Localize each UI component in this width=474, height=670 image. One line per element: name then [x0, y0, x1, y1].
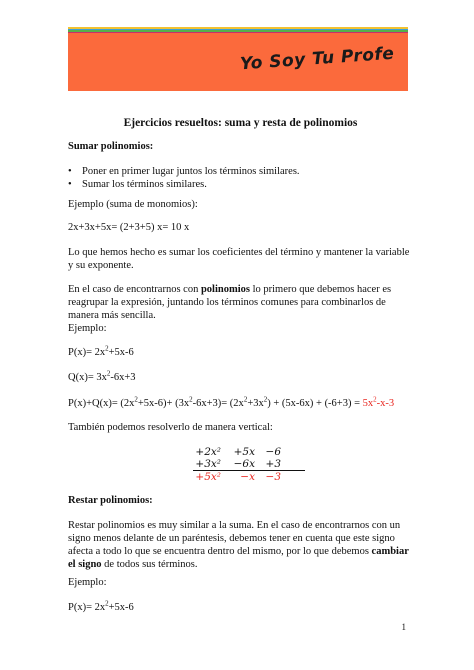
monomial-sum-expression: 2x+3x+5x= (2+3+5) x= 10 x — [68, 222, 190, 233]
sum-result — [362, 395, 395, 409]
expr-text: +5x-6 — [108, 602, 134, 613]
vertical-row-2 — [171, 458, 311, 470]
section-heading-restar: Restar polinomios: — [68, 495, 153, 506]
list-item: • Poner en primer lugar juntos los términos similares. — [68, 165, 413, 178]
expr-text: P(x)= 2x — [68, 347, 106, 358]
expr-text: ) + (5x-6x) + (-6+3) = — [267, 398, 363, 409]
bold-term-polinomios: polinomios — [200, 284, 250, 295]
polynomial-q — [68, 371, 413, 384]
exponent: 2 — [105, 344, 109, 353]
vertical-term: +3x² — [195, 457, 221, 470]
bold-term-cambiar-signo: cambiar el signo — [68, 546, 409, 570]
exponent: 2 — [106, 369, 111, 378]
result-text: -x-3 — [376, 398, 395, 409]
exponent: 2 — [134, 395, 138, 404]
restar-paragraph — [68, 519, 413, 571]
list-item: • Sumar los términos similares. — [68, 178, 413, 191]
exponent: 2 — [243, 395, 248, 404]
brand-logo-text: Yo Soy Tu Profe — [238, 43, 395, 75]
exponent: 2 — [189, 395, 193, 404]
vertical-term: −x — [240, 470, 255, 483]
paragraph-text: lo primero que debemos hacer es reagrupar la expresión, juntando los términos comunes para combinarlos de manera más sencilla. — [68, 284, 392, 321]
result-text: 5x — [362, 398, 374, 409]
ejemplo-label-restar: Ejemplo: — [68, 577, 107, 588]
ejemplo-label: Ejemplo: — [68, 323, 107, 334]
vertical-term: +5x² — [195, 470, 221, 483]
expr-text: +5x-6)+ (3x — [137, 398, 190, 409]
polynomial-p-restar — [68, 601, 413, 614]
paragraph-text: Restar polinomios es muy similar a la suma. En el caso de encontrarnos con un signo menos delante de un paréntesis, debemos tener en cuenta que este signo afecta a todo lo que se encuentra dentro del mismo, por lo que debemos — [68, 520, 401, 557]
expr-text: P(x)= 2x — [68, 602, 106, 613]
vertical-sum — [171, 446, 311, 483]
vertical-row-1 — [171, 446, 311, 458]
page-title: Ejercicios resueltos: suma y resta de polinomios — [123, 117, 358, 129]
sum-expression — [68, 397, 413, 410]
expr-text: -6x+3)= (2x — [192, 398, 244, 409]
exponent: 2 — [105, 599, 109, 608]
vertical-term: −6x — [233, 457, 255, 470]
vertical-term: +3 — [265, 457, 281, 470]
paragraph-text: de todos sus términos. — [101, 559, 198, 570]
vertical-term: −3 — [265, 470, 281, 483]
page-number: 1 — [401, 622, 406, 632]
header-banner — [68, 33, 408, 91]
expr-text: P(x)+Q(x)= (2x — [68, 398, 135, 409]
exponent: 2 — [263, 395, 268, 404]
vertical-result-row — [171, 471, 311, 483]
expr-text: -6x+3 — [110, 372, 136, 383]
polinomios-paragraph — [68, 283, 413, 322]
expr-text: +5x-6 — [108, 347, 134, 358]
bullet-list — [68, 165, 413, 191]
exponent: 2 — [373, 395, 377, 404]
vertical-term: +5x — [233, 445, 255, 458]
vertical-intro: También podemos resolverlo de manera vertical: — [68, 422, 273, 433]
expr-text: +3x — [247, 398, 264, 409]
paragraph-text: En el caso de encontrarnos con — [68, 284, 201, 295]
section-heading-sumar: Sumar polinomios: — [68, 141, 154, 152]
expr-text: Q(x)= 3x — [68, 372, 107, 383]
explanation-paragraph: Lo que hemos hecho es sumar los coeficientes del término y mantener la variable y su exponente. — [68, 247, 410, 271]
vertical-term: +2x² — [195, 445, 221, 458]
vertical-term: −6 — [265, 445, 281, 458]
polynomial-p — [68, 346, 413, 359]
ejemplo-monomios-label: Ejemplo (suma de monomios): — [68, 199, 198, 210]
